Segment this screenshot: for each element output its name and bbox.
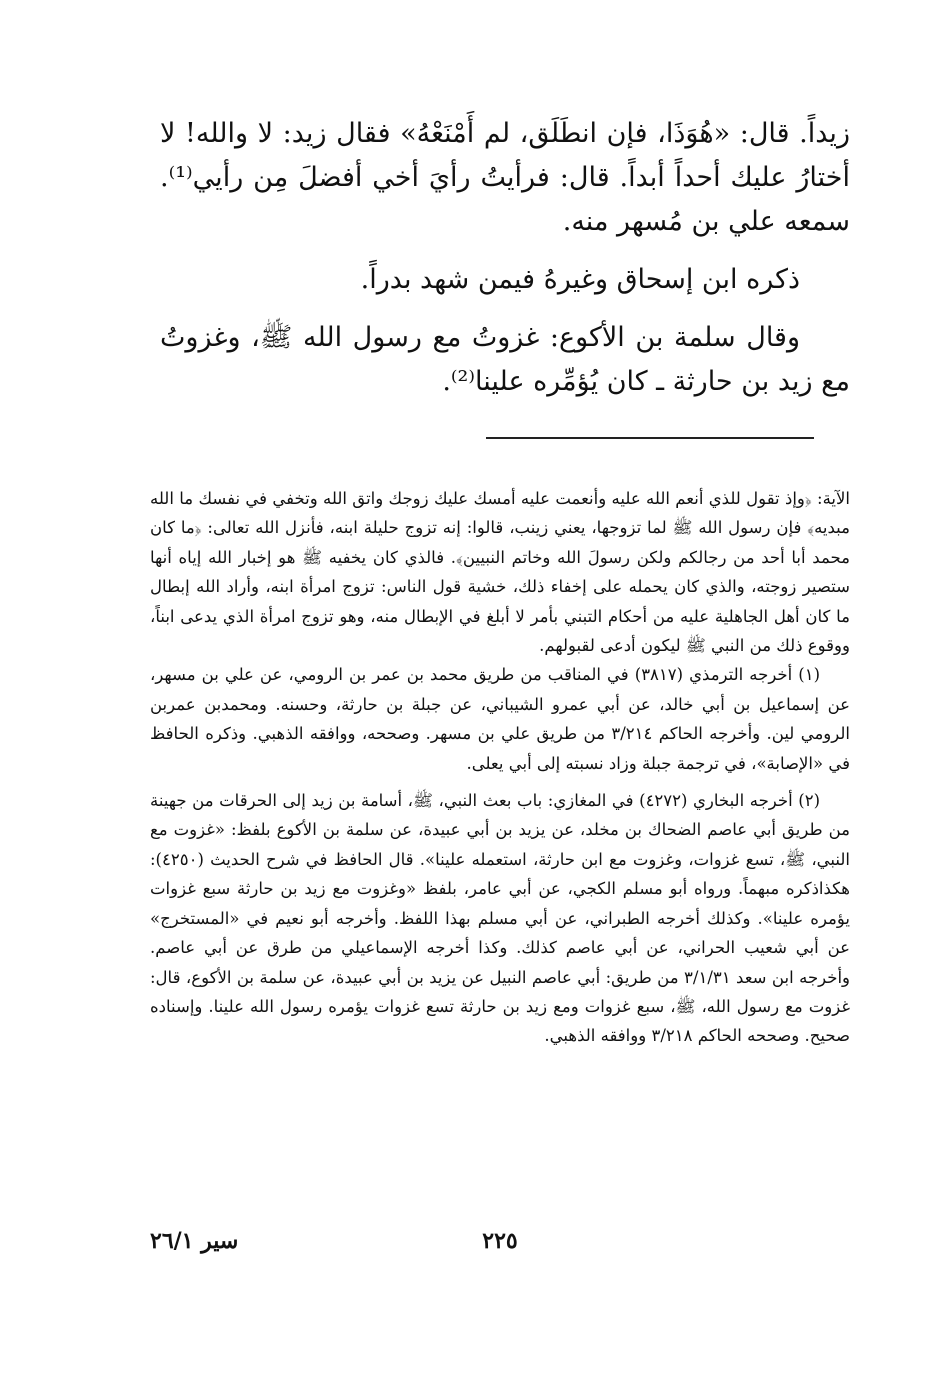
main-paragraph-2: ذكره ابن إسحاق وغيرهُ فيمن شهد بدراً. bbox=[360, 264, 800, 295]
footnotes bbox=[150, 484, 850, 1051]
main-paragraph-1: زيداً. قال: «هُوَذَا، فإن انطَلَق، لم أَمْنَعْهُ» فقال زيد: لا والله! لا أختارُ عليك أحداً أبداً. قال: فرأيتُ رأيَ أخي أفضلَ مِن رأيي⁽¹⁾. سمعه علي بن مُسهر منه. bbox=[160, 118, 850, 237]
footnote-continuation: الآية: ﴿وإذ تقول للذي أنعم الله عليه وأنعمت عليه أمسك عليك زوجك واتق الله وتخفي في نفسك ما الله مبديه﴾ فإن رسول الله ﷺ لما تزوجها، يعني زينب، قالوا: إنه تزوج حليلة ابنه، فأنزل الله تعالى: ﴿ما كان محمد أبا أحد من رجالكم ولكن رسولَ الله وخاتم النبيين﴾. فالذي كان يخفيه ﷺ هو إخبار الله إياه أنها ستصير زوجته، والذي كان يحمله على إخفاء ذلك، خشية قول الناس: تزوج امرأة ابنه، وأراد الله إبطال ما كان أهل الجاهلية عليه من أحكام التبني بأمر لا أبلغ في الإبطال منه، وهو تزوج امرأة الذي يدعى ابناً، ووقوع ذلك من النبي ﷺ ليكون أدعى لقبولهم. bbox=[150, 489, 850, 656]
printer-signature: سير ٢٦/١ bbox=[150, 1228, 239, 1254]
footnote-1: (١) أخرجه الترمذي (٣٨١٧) في المناقب من طريق محمد بن عمر بن الرومي، عن علي بن مسهر، عن إسماعيل بن أبي خالد، عن أبي عمرو الشيباني، عن جبلة بن حارثة، وحسنه. ومحمدبن عمربن الرومي لين. وأخرجه الحاكم ٣/٢١٤ من طريق علي بن مسهر. وصححه، ووافقه الذهبي. وذكره الحافظ في «الإصابة»، في ترجمة جبلة وزاد نسبته إلى أبي يعلى. bbox=[150, 665, 850, 773]
main-paragraph-3: وقال سلمة بن الأكوع: غزوتُ مع رسول الله ﷺ، وغزوتُ مع زيد بن حارثة ـ كان يُؤمِّره علينا⁽²⁾. bbox=[160, 322, 850, 397]
main-text bbox=[160, 112, 850, 404]
page-footer bbox=[150, 1228, 850, 1258]
footnote-2: (٢) أخرجه البخاري (٤٢٧٢) في المغازي: باب بعث النبي، ﷺ، أسامة بن زيد إلى الحرقات من جهينة من طريق أبي عاصم الضحاك بن مخلد، عن يزيد بن أبي عبيدة، عن سلمة بن الأكوع بلفظ: «غزوت مع النبي، ﷺ، تسع غزوات، وغزوت مع ابن حارثة، استعمله علينا». قال الحافظ في شرح الحديث (٤٢٥٠): هكذاذكره مبهماً. ورواه أبو مسلم الكجي، عن أبي عامر، بلفظ «وغزوت مع زيد بن حارثة سبع غزوات يؤمره علينا». وكذلك أخرجه الطبراني، عن أبي مسلم بهذا اللفظ. وأخرجه أبو نعيم في «المستخرج» عن أبي شعيب الحراني، عن أبي عاصم كذلك. وكذا أخرجه الإسماعيلي من طرق عن أبي عاصم. وأخرجه ابن سعد ٣/١/٣١ من طريق: أبي عاصم النبيل عن يزيد بن أبي عبيدة، عن سلمة بن الأكوع، قال: غزوت مع رسول الله، ﷺ، سبع غزوات ومع زيد بن حارثة تسع غزوات يؤمره رسول الله علينا. وإسناده صحيح. وصححه الحاكم ٣/٢١٨ ووافقه الذهبي. bbox=[150, 791, 850, 1046]
page-number: ٢٢٥ bbox=[482, 1228, 518, 1254]
footnote-divider bbox=[486, 437, 814, 439]
